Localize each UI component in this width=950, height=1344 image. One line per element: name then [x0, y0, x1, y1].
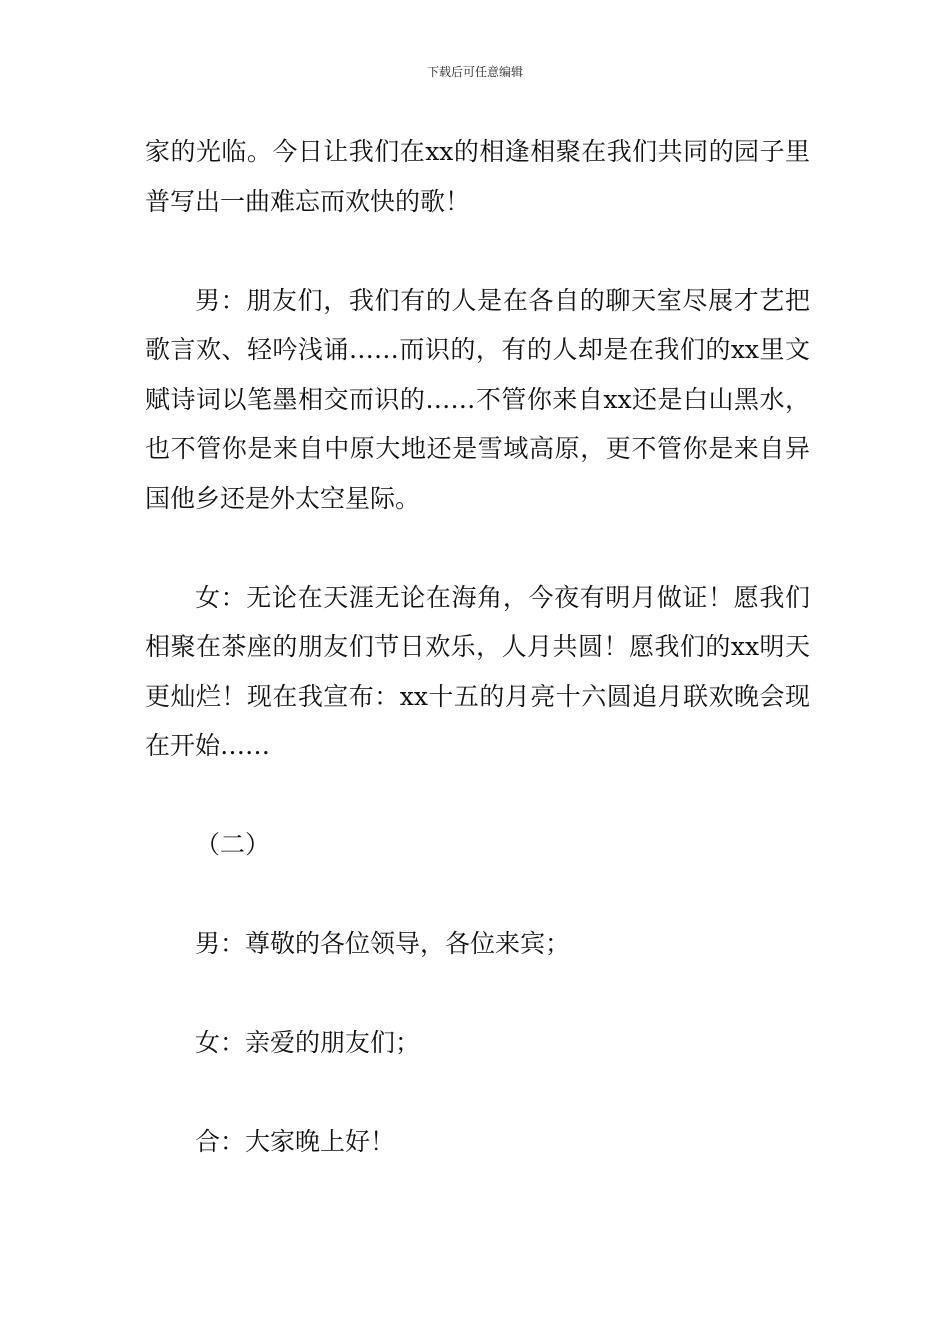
paragraph-gap	[145, 969, 810, 1019]
paragraph-male-greeting: 男：尊敬的各位领导，各位来宾；	[195, 929, 571, 958]
paragraph-gap	[145, 870, 810, 920]
section-heading: （二）	[195, 830, 271, 859]
paragraph-female-greeting: 女：亲爱的朋友们；	[195, 1028, 421, 1057]
paragraph-gap	[145, 1068, 810, 1118]
paragraph-gap	[145, 226, 810, 276]
document-body	[145, 127, 810, 1167]
paragraph-gap	[145, 523, 810, 573]
paragraph-continuation: 家的光临。今日让我们在xx的相逢相聚在我们共同的园子里普写出一曲难忘而欢快的歌！	[145, 137, 810, 216]
paragraph-together-greeting: 合：大家晚上好！	[195, 1127, 396, 1156]
paragraph-gap	[145, 771, 810, 821]
page-header-note: 下载后可任意编辑	[426, 65, 523, 79]
paragraph-male-speech: 男：朋友们，我们有的人是在各自的聊天室尽展才艺把歌言欢、轻吟浅诵……而识的，有的人却是在我们的xx里文赋诗词以笔墨相交而识的……不管你来自xx还是白山黑水，也不管你是来自中原大地还是雪域高原，更不管你是来自异国他乡还是外太空星际。	[145, 285, 810, 513]
paragraph-female-speech: 女：无论在天涯无论在海角，今夜有明月做证！愿我们相聚在茶座的朋友们节日欢乐，人月共圆！愿我们的xx明天更灿烂！现在我宣布：xx十五的月亮十六圆追月联欢晚会现在开始……	[145, 582, 810, 760]
